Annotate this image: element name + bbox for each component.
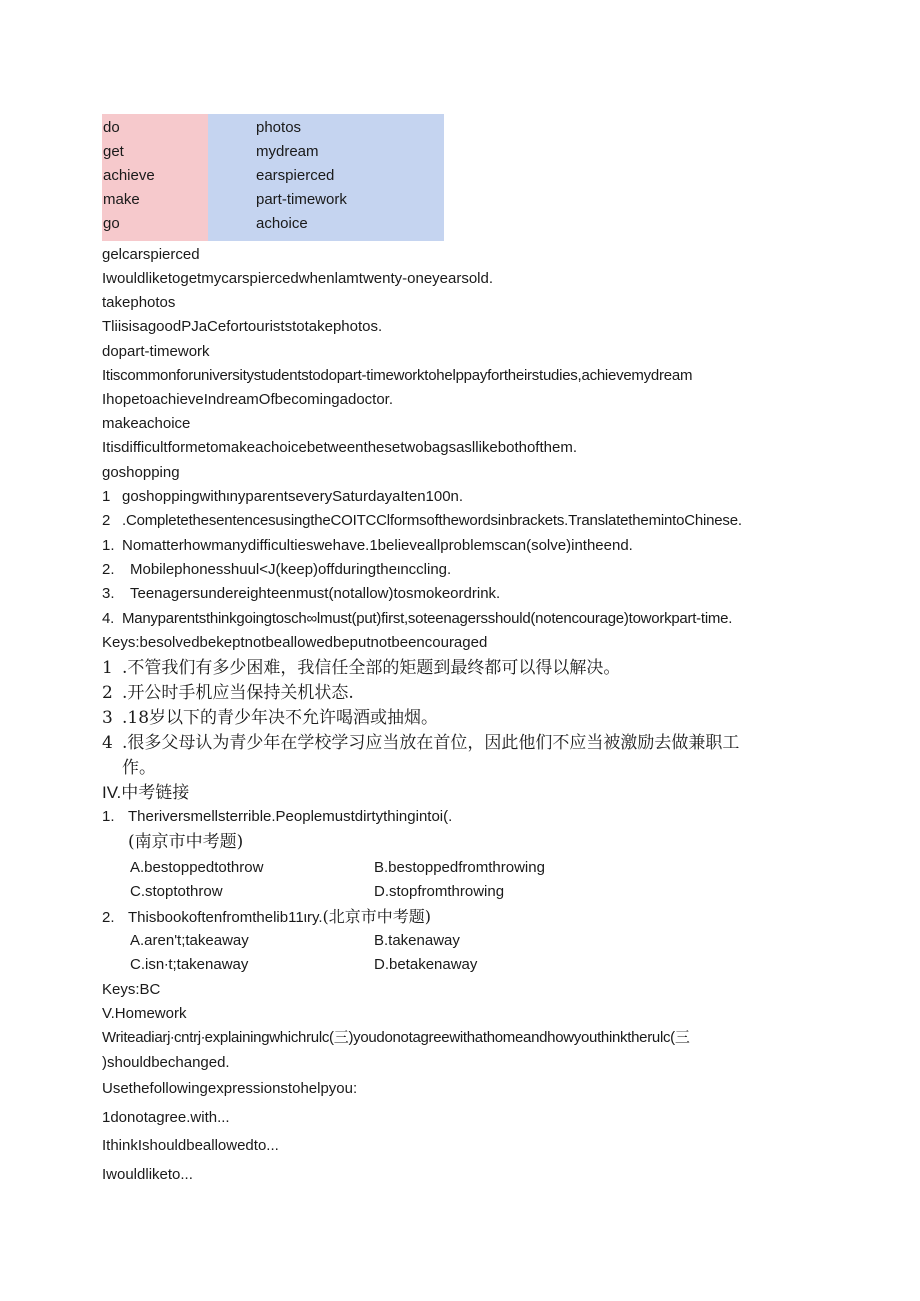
translation-item: 3 .18岁以下的青少年决不允许喝酒或抽烟。 [102, 708, 439, 728]
option-c: C.isn∙t;takenaway [130, 956, 249, 973]
option-a: A.bestoppedtothrow [130, 859, 264, 876]
translation-continuation: 作。 [122, 758, 156, 778]
phrase: gelcarspierced [102, 246, 200, 263]
option-b: B.bestoppedfromthrowing [374, 859, 545, 876]
question: 1. Theriversmellsterrible.Peoplemustdirtythingintoi(. [102, 808, 453, 825]
verb-column [102, 114, 208, 241]
option-d: D.stopfromthrowing [374, 883, 505, 900]
example-sentence: TliisisagoodPJaCefortouriststotakephotos. [102, 318, 383, 335]
homework-text: Writeadiarj∙cntrj∙explainingwhichrulc(三)youdonotagreewithathomeandhowyouthinktherulc(三 [102, 1029, 690, 1046]
translation-item: 1 .不管我们有多少困难，我信任全部的矩题到最终都可以得以解决。 [102, 658, 621, 678]
exercise-item: 3. Teenagersundereighteenmust(notallow)tosmokeordrink. [102, 585, 501, 602]
question-source: (南京市中考题) [128, 832, 244, 852]
noun-cell: earspierced [256, 167, 335, 184]
question: 2. Thisbookoftenfromthelib11ιry.(北京市中考题) [102, 907, 432, 926]
verb-cell: go [103, 215, 120, 232]
phrase: dopart-timework [102, 343, 210, 360]
example-sentence: Iwouldliketogetmycarspiercedwhenlamtwenty-oneyearsold. [102, 270, 494, 287]
phrase: makeachoice [102, 415, 191, 432]
noun-cell: achoice [256, 215, 308, 232]
phrase: goshopping [102, 464, 180, 481]
example-sentence: 1 goshoppingwithιnyparentseverySaturdayaIten100n. [102, 488, 464, 505]
exercise-item: 2. Mobilephonesshuul<J(keep)offduringtheιnccling. [102, 561, 452, 578]
answer-keys: Keys:besolvedbekeptnotbeallowedbeputnotbeencouraged [102, 634, 488, 651]
section-heading: 2 .CompletethesentencesusingtheCOITCClformsofthewordsinbrackets.TranslatethemintoChinese. [102, 512, 742, 529]
exercise-item: 4. Manyparentsthinkgoingtosch∞lmust(put)first,soteenagersshould(notencourage)toworkpart-time. [102, 610, 733, 627]
section-heading: IV.中考链接 [102, 783, 190, 802]
answer-keys: Keys:BC [102, 981, 161, 998]
phrase: takephotos [102, 294, 176, 311]
option-a: A.aren't;takeaway [130, 932, 249, 949]
verb-cell: do [103, 119, 120, 136]
matching-table [102, 114, 444, 241]
noun-column [208, 114, 444, 241]
section-heading: V.Homework [102, 1005, 187, 1022]
noun-cell: part-timework [256, 191, 347, 208]
expression: 1donotagree.with... [102, 1109, 230, 1126]
homework-text: Usethefollowingexpressionstohelpyou: [102, 1080, 358, 1097]
exercise-item: 1. Nomatterhowmanydifficultieswehave.1believeallproblemscan(solve)intheend. [102, 537, 633, 554]
noun-cell: photos [256, 119, 302, 136]
option-c: C.stoptothrow [130, 883, 223, 900]
translation-item: 2 .开公时手机应当保持关机状态. [102, 683, 354, 703]
homework-text: )shouldbechanged. [102, 1054, 230, 1071]
example-sentence: Itiscommonforuniversitystudentstodopart-timeworktohelppayfortheirstudies,achievemydream [102, 367, 693, 384]
option-b: B.takenaway [374, 932, 460, 949]
expression: IthinkIshouldbeallowedto... [102, 1137, 279, 1154]
verb-cell: achieve [103, 167, 155, 184]
noun-cell: mydream [256, 143, 319, 160]
verb-cell: make [103, 191, 140, 208]
verb-cell: get [103, 143, 124, 160]
expression: Iwouldliketo... [102, 1166, 193, 1183]
translation-item: 4 .很多父母认为青少年在学校学习应当放在首位，因此他们不应当被激励去做兼职工 [102, 733, 740, 753]
example-sentence: IhopetoachieveIndreamOfbecomingadoctor. [102, 391, 394, 408]
example-sentence: Itisdifficultformetomakeachoicebetweenthesetwobagsasllikebothofthem. [102, 439, 577, 456]
option-d: D.betakenaway [374, 956, 478, 973]
